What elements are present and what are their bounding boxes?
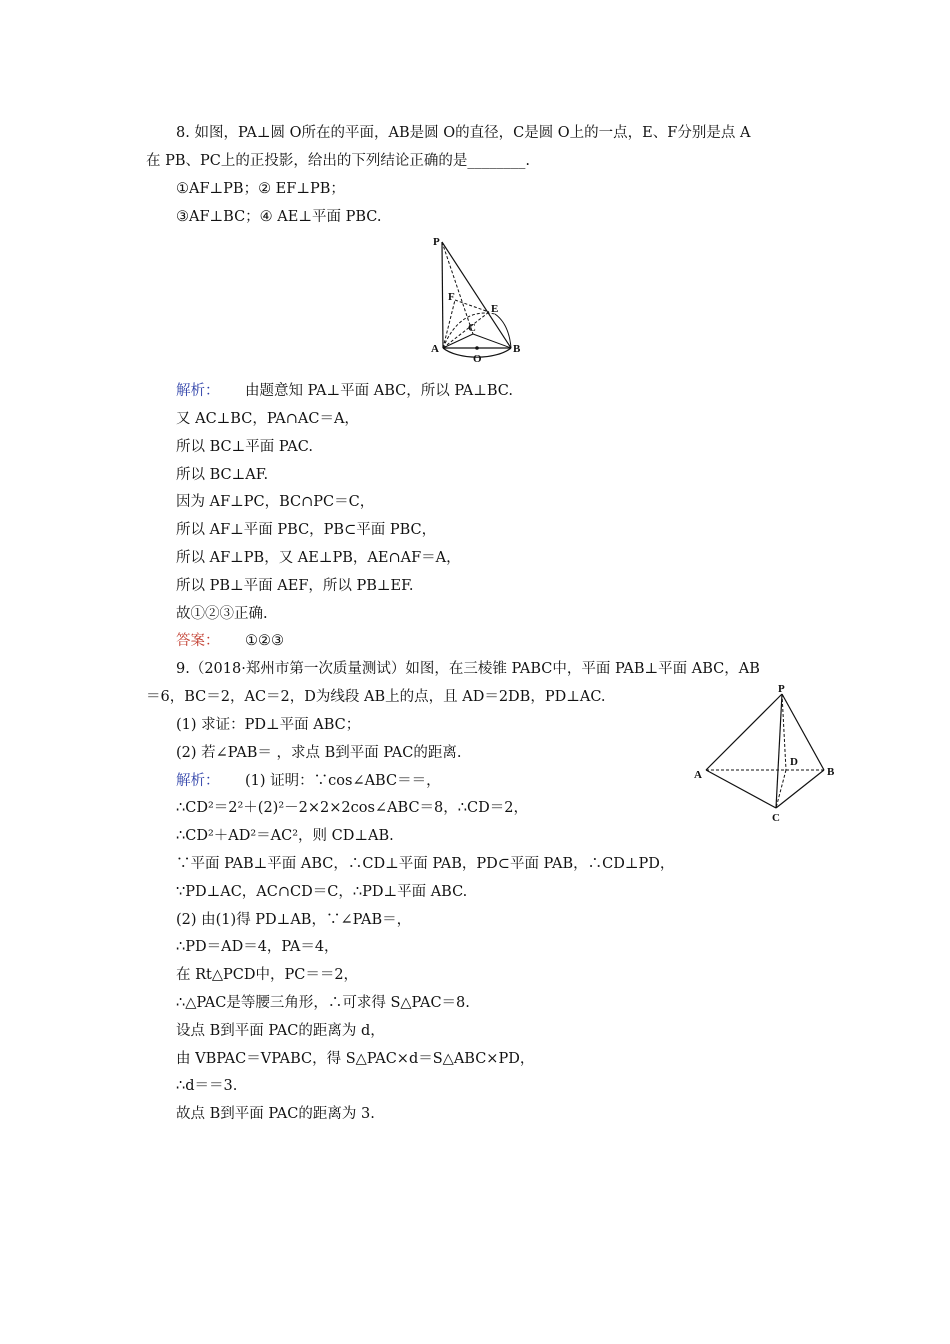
q8-figure [425,232,525,372]
q9-analysis-r6: (2) 由(1)得 PD⊥AB，∵∠PAB＝， [176,912,412,928]
q8-analysis-step8: 所以 PB⊥平面 AEF，所以 PB⊥EF. [176,578,414,594]
q8-analysis-label: 解析： [176,383,220,399]
q9-part1: (1) 求证：PD⊥平面 ABC； [176,717,361,733]
q8-analysis-step9: 故①②③正确. [176,606,268,622]
q9-fig-label-p: P [778,683,785,695]
q8-analysis-step5: 因为 AF⊥PC，BC∩PC＝C， [176,494,375,510]
q8-stem-line1: 8. 如图，PA⊥圆 O所在的平面，AB是圆 O的直径，C是圆 O上的一点，E、F分别是点 A [176,125,751,141]
q8-fig-label-a: A [431,343,439,355]
q9-part2: (2) 若∠PAB＝ ，求点 B到平面 PAC的距离. [176,745,462,761]
q9-analysis-r12: ∴d＝＝3. [176,1078,238,1094]
q9-analysis-r4: ∵平面 PAB⊥平面 ABC，∴CD⊥平面 PAB，PD⊂平面 PAB，∴CD⊥PD， [176,856,675,872]
q8-fig-label-o: O [473,353,482,365]
q9-analysis-r8: 在 Rt△PCD中，PC＝＝2， [176,967,359,983]
q8-analysis-step2: 又 AC⊥BC，PA∩AC＝A， [176,411,359,427]
q9-analysis-r13: 故点 B到平面 PAC的距离为 3. [176,1106,375,1122]
q8-fig-label-c: C [468,322,476,334]
q8-analysis-step1: 由题意知 PA⊥平面 ABC，所以 PA⊥BC. [245,383,513,399]
q8-stem-line2: 在 PB、PC上的正投影，给出的下列结论正确的是________. [146,153,530,169]
q9-stem-line2: ＝6，BC＝2，AC＝2，D为线段 AB上的点，且 AD＝2DB，PD⊥AC. [146,689,606,705]
q9-stem-line1: 9.（2018·郑州市第一次质量测试）如图，在三棱锥 PABC中，平面 PAB⊥平面 ABC，AB [176,661,760,677]
q8-option-line1: ①AF⊥PB；② EF⊥PB； [176,181,345,197]
q9-analysis-r10: 设点 B到平面 PAC的距离为 d， [176,1023,385,1039]
q9-analysis-r1: (1) 证明：∵cos∠ABC＝＝， [245,773,441,789]
q9-analysis-r11: 由 VBPAC＝VPABC，得 S△PAC×d＝S△ABC×PD， [176,1051,535,1067]
q9-analysis-r9: ∴△PAC是等腰三角形，∴可求得 S△PAC＝8. [176,995,470,1011]
q9-analysis-r3: ∴CD²＋AD²＝AC²，则 CD⊥AB. [176,828,394,844]
q8-fig-label-p: P [433,236,440,248]
q9-analysis-label: 解析： [176,773,220,789]
q9-analysis-r2: ∴CD²＝2²＋(2)²－2×2×2cos∠ABC＝8，∴CD＝2， [176,800,528,816]
q8-analysis-step6: 所以 AF⊥平面 PBC，PB⊂平面 PBC， [176,522,437,538]
q8-analysis-step7: 所以 AF⊥PB，又 AE⊥PB，AE∩AF＝A， [176,550,461,566]
q8-fig-label-e: E [491,303,499,315]
q9-fig-label-b: B [827,766,835,778]
q9-analysis-r7: ∴PD＝AD＝4，PA＝4， [176,939,339,955]
q8-answer: ①②③ [245,633,284,649]
q9-fig-label-c: C [772,812,780,824]
q8-answer-label: 答案： [176,633,220,649]
q9-figure [690,680,840,825]
q9-fig-label-a: A [694,769,702,781]
q8-fig-label-f: F [448,291,455,303]
q8-fig-label-b: B [513,343,521,355]
q8-option-line2: ③AF⊥BC；④ AE⊥平面 PBC. [176,209,382,225]
q8-analysis-step4: 所以 BC⊥AF. [176,467,269,483]
q9-fig-label-d: D [790,756,798,768]
q9-analysis-r5: ∵PD⊥AC，AC∩CD＝C，∴PD⊥平面 ABC. [176,884,468,900]
q8-analysis-step3: 所以 BC⊥平面 PAC. [176,439,313,455]
